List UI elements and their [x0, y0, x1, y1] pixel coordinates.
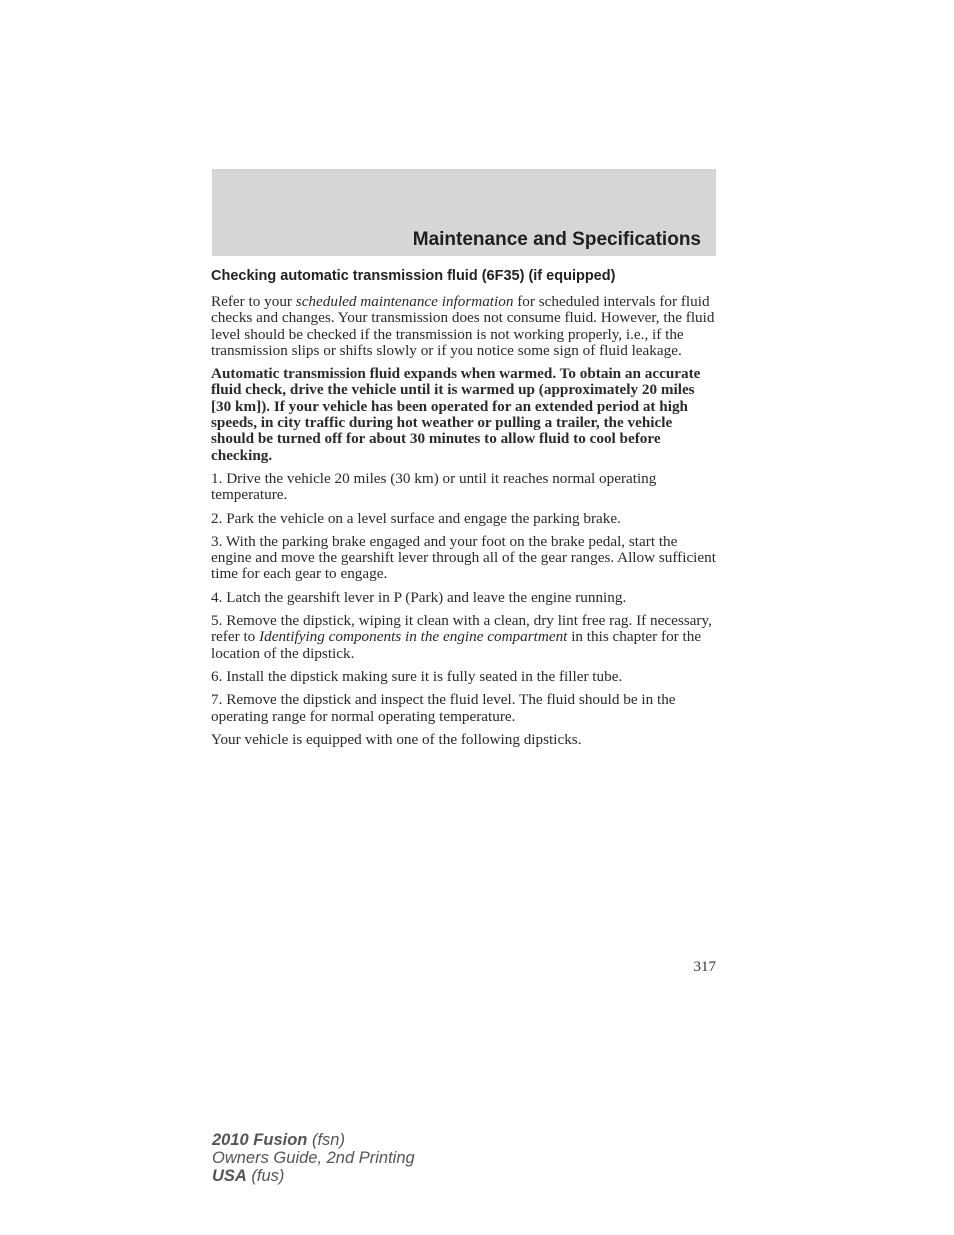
step-3: 3. With the parking brake engaged and your foot on the brake pedal, start the engine and move the gearshift lever through all of the gear ranges. Allow sufficient time for each gear to engage. [211, 532, 716, 583]
section-title: Maintenance and Specifications [412, 229, 701, 250]
step-1: 1. Drive the vehicle 20 miles (30 km) or until it reaches normal operating temperature. [211, 469, 657, 504]
step-2: 2. Park the vehicle on a level surface and engage the parking brake. [211, 509, 621, 527]
step-5-text-after: in this chapter for the location of the dipstick. [211, 628, 702, 662]
intro-text-before: Refer to your [211, 293, 296, 310]
section-header-band [212, 169, 716, 256]
footer-line-2: Owners Guide, 2nd Printing [212, 1149, 415, 1167]
intro-text-after: for scheduled intervals for fluid checks and changes. Your transmission does not consume fluid. However, the fluid level should be checked if the transmission is not working properly, i.e., if the transmission slips or shifts slowly or if you notice some sign of fluid leakage. [211, 293, 715, 359]
footer-market: USA [212, 1167, 247, 1185]
scheduled-maintenance-reference: scheduled maintenance information [295, 293, 514, 310]
engine-compartment-reference: Identifying components in the engine compartment [259, 628, 568, 646]
step-7: 7. Remove the dipstick and inspect the fluid level. The fluid should be in the operating range for normal operating temperature. [211, 691, 676, 725]
page-number: 317 [693, 959, 716, 975]
document-footer [212, 1131, 415, 1185]
footer-model-code: (fsn) [307, 1131, 345, 1149]
warning-paragraph: Automatic transmission fluid expands when warmed. To obtain an accurate fluid check, drive the vehicle until it is warmed up (approximately 20 miles [30 km]). If your vehicle has been operated for an extended period at high speeds, in city traffic during hot weather or pulling a trailer, the vehicle should be turned off for about 30 minutes to allow fluid to cool before checking. [211, 365, 701, 464]
step-5 [211, 613, 717, 662]
footer-line-1 [212, 1131, 415, 1149]
footer-market-code: (fus) [246, 1167, 285, 1185]
step-5-text-before: 5. Remove the dipstick, wiping it clean with a clean, dry lint free rag. If necessary, refer to [211, 612, 712, 646]
step-4: 4. Latch the gearshift lever in P (Park) and leave the engine running. [211, 588, 627, 606]
subsection-heading: Checking automatic transmission fluid (6F35) (if equipped) [211, 268, 616, 284]
footer-line-3 [212, 1167, 415, 1185]
page-content [211, 266, 717, 755]
closing-paragraph: Your vehicle is equipped with one of the following dipsticks. [211, 730, 582, 748]
footer-model: 2010 Fusion [212, 1131, 308, 1149]
step-6: 6. Install the dipstick making sure it is fully seated in the filler tube. [211, 667, 623, 685]
intro-paragraph [211, 294, 717, 359]
